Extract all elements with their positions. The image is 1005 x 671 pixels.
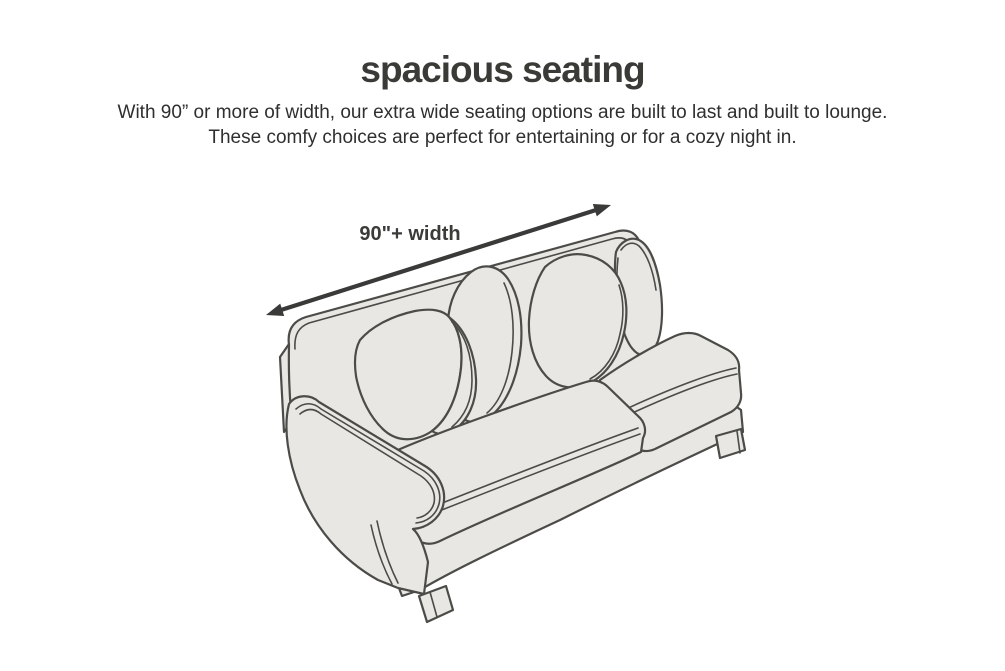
dimension-arrow-head-right xyxy=(593,204,611,216)
description-line-1: With 90” or more of width, our extra wide seating options are built to last and built to lounge. xyxy=(117,102,888,123)
dimension-label: 90"+ width xyxy=(359,223,461,245)
page-title: spacious seating xyxy=(360,49,645,90)
dimension-arrow-head-left xyxy=(266,304,284,316)
description-line-2: These comfy choices are perfect for entertaining or for a cozy night in. xyxy=(208,127,797,148)
